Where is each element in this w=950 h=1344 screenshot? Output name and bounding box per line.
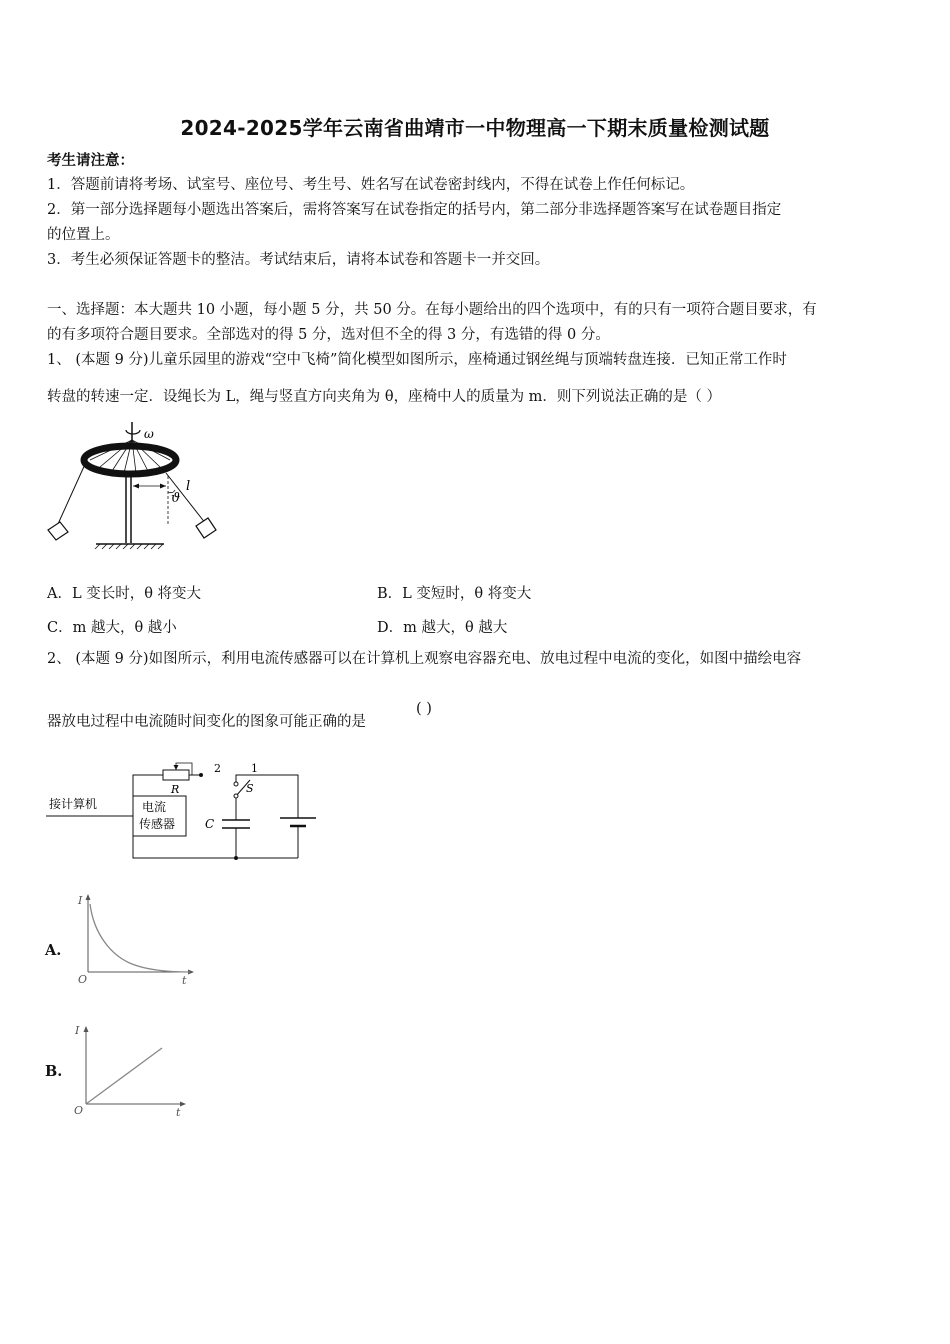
label-S: S [246,782,254,795]
q2-answer-bracket: ( ) [416,701,432,717]
question-2-line-2: 器放电过程中电流随时间变化的图象可能正确的是 [47,714,366,730]
label-R: R [171,783,180,796]
q1-option-a: A．L 变长时，θ 将变大 [47,586,202,602]
sensor-label-line-2: 传感器 [139,817,176,831]
q2-option-a-graph [72,890,202,986]
turntable-ring [84,446,176,474]
section-intro-line-1: 一、选择题：本大题共 10 小题，每小题 5 分，共 50 分。在每小题给出的四个选项中，有的只有一项符合题目要求，有 [47,302,817,318]
rotation-arrow-icon [126,430,140,434]
linear-line [86,1048,162,1104]
computer-label: 接计算机 [49,797,98,811]
question-2-line-1: 2、 (本题 9 分)如图所示，利用电流传感器可以在计算机上观察电容器充电、放电过程中电流的变化，如图中描绘电容 [47,651,802,667]
notice-item-2: 2．第一部分选择题每小题选出答案后，需将答案写在试卷指定的括号内，第二部分非选择题答案写在试卷题目指定 [47,202,782,218]
left-chair [48,522,68,540]
origin-label: O [78,973,88,986]
notice-item-1: 1．答题前请将考场、试室号、座位号、考生号、姓名写在试卷密封线内，不得在试卷上作任何标记。 [47,177,695,193]
notice-item-3: 3．考生必须保证答题卡的整洁。考试结束后，请将本试卷和答题卡一并交回。 [47,252,550,268]
notice-item-2-cont: 的位置上。 [47,227,120,243]
flying-chair-figure [40,418,230,553]
label-2: 2 [214,762,221,775]
resistor-R [163,770,189,780]
axis-I-label: I [75,1024,80,1037]
origin-label: O [74,1104,84,1117]
q1-option-d: D．m 越大，θ 越大 [377,620,508,636]
q2-option-b-graph [70,1020,200,1118]
circuit-diagram [40,758,330,868]
q2-option-b-label: B. [45,1063,63,1080]
page-title: 2024-2025学年云南省曲靖市一中物理高一下期末质量检测试题 [180,116,770,140]
theta-label: ϑ [171,491,181,506]
axis-t-label: t [176,1106,181,1118]
rope-length-label: l [186,479,191,494]
axis-I-label: I [78,894,83,907]
axis-t-label: t [182,974,187,986]
q1-option-b: B．L 变短时，θ 将变大 [377,586,532,602]
q2-option-a-label: A. [45,942,62,959]
question-1-line-2: 转盘的转速一定．设绳长为 L，绳与竖直方向夹角为 θ，座椅中人的质量为 m．则下列说法正确的是（ ） [47,389,722,405]
right-chair [196,518,216,538]
q1-option-c: C．m 越大，θ 越小 [47,620,177,636]
notice-heading: 考生请注意： [47,152,134,169]
omega-label: ω [144,427,154,441]
question-1-line-1: 1、 (本题 9 分)儿童乐园里的游戏“空中飞椅”简化模型如图所示，座椅通过钢丝绳与顶端转盘连接．已知正常工作时 [47,352,787,368]
section-intro-line-2: 的有多项符合题目要求。全部选对的得 5 分，选对但不全的得 3 分，有选错的得 0 分。 [47,327,610,343]
sensor-label-line-1: 电流 [142,800,167,814]
decay-curve [90,904,190,972]
label-1: 1 [251,762,258,775]
label-C: C [205,817,215,831]
